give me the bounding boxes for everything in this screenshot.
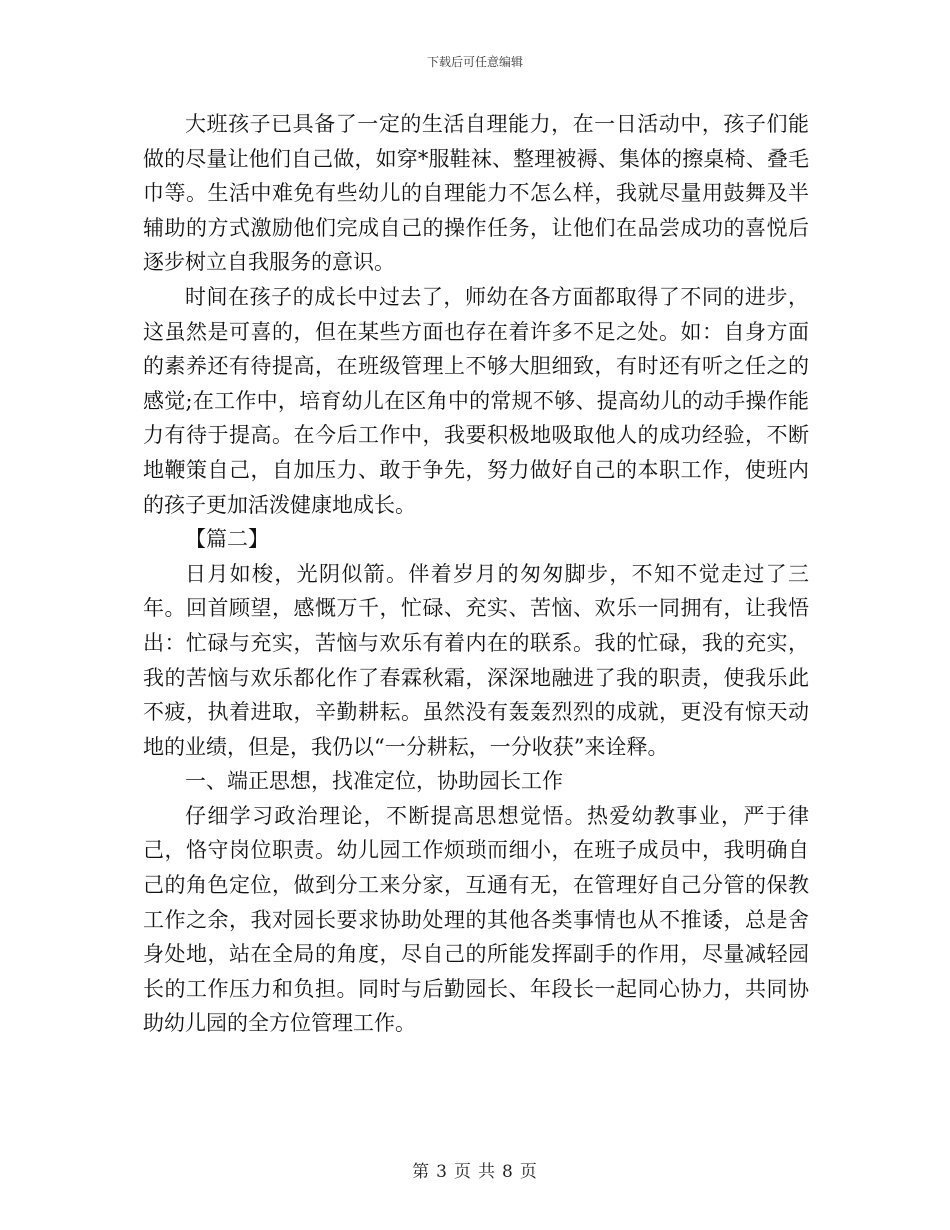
page-label-prefix: 第 — [412, 1162, 431, 1182]
subheading-correct-thinking: 一、端正思想，找准定位，协助园长工作 — [185, 769, 563, 794]
page-label-mid1: 页 — [454, 1162, 472, 1182]
page-label-suffix: 页 — [519, 1162, 538, 1182]
paragraph-assist-director: 仔细学习政治理论，不断提高思想觉悟。热爱幼教事业，严于律己，恪守岗位职责。幼儿园工作烦琐而细小，在班子成员中，我明确自己的角色定位，做到分工来分家，互通有无，在管理好自己分管的保教工作之余，我对园长要求协助处理的其他各类事情也从不推诿，总是舍身处地，站在全局的角度，尽自己的所能发挥副手的作用，尽量减轻园长的工作压力和负担。同时与后勤园长、年段长一起同心协力，共同协助幼儿园的全方位管理工作。 — [143, 803, 809, 1036]
current-page-number: 3 — [436, 1162, 448, 1182]
section-title: 【篇二】 — [185, 527, 269, 552]
total-pages-number: 8 — [502, 1162, 514, 1182]
document-body — [143, 107, 809, 1041]
page-label-mid2: 共 — [478, 1162, 496, 1182]
page-header: 下载后可任意编辑 — [426, 55, 523, 69]
paragraph-progress-reflection: 时间在孩子的成长中过去了，师幼在各方面都取得了不同的进步，这虽然是可喜的，但在某些方面也存在着许多不足之处。如：自身方面的素养还有待提高，在班级管理上不够大胆细致，有时还有听之任之的感觉;在工作中，培育幼儿在区角中的常规不够、提高幼儿的动手操作能力有待于提高。在今后工作中，我要积极地吸取他人的成功经验，不断地鞭策自己，自加压力、敢于争先，努力做好自己的本职工作，使班内的孩子更加活泼健康地成长。 — [143, 284, 809, 517]
page-footer — [0, 1157, 950, 1182]
paragraph-three-years: 日月如梭，光阴似箭。伴着岁月的匆匆脚步，不知不觉走过了三年。回首顾望，感慨万千，忙碌、充实、苦恼、欢乐一同拥有，让我悟出：忙碌与充实，苦恼与欢乐有着内在的联系。我的忙碌，我的充实，我的苦恼与欢乐都化作了春霖秋霜，深深地融进了我的职责，使我乐此不疲，执着进取，辛勤耕耘。虽然没有轰轰烈烈的成就，更没有惊天动地的业绩，但是，我仍以“一分耕耘，一分收获”来诠释。 — [143, 561, 809, 759]
paragraph-self-care: 大班孩子已具备了一定的生活自理能力，在一日活动中，孩子们能做的尽量让他们自己做，如穿*服鞋袜、整理被褥、集体的擦桌椅、叠毛巾等。生活中难免有些幼儿的自理能力不怎么样，我就尽量用鼓舞及半辅助的方式激励他们完成自己的操作任务，让他们在品尝成功的喜悦后逐步树立自我服务的意识。 — [143, 112, 809, 275]
